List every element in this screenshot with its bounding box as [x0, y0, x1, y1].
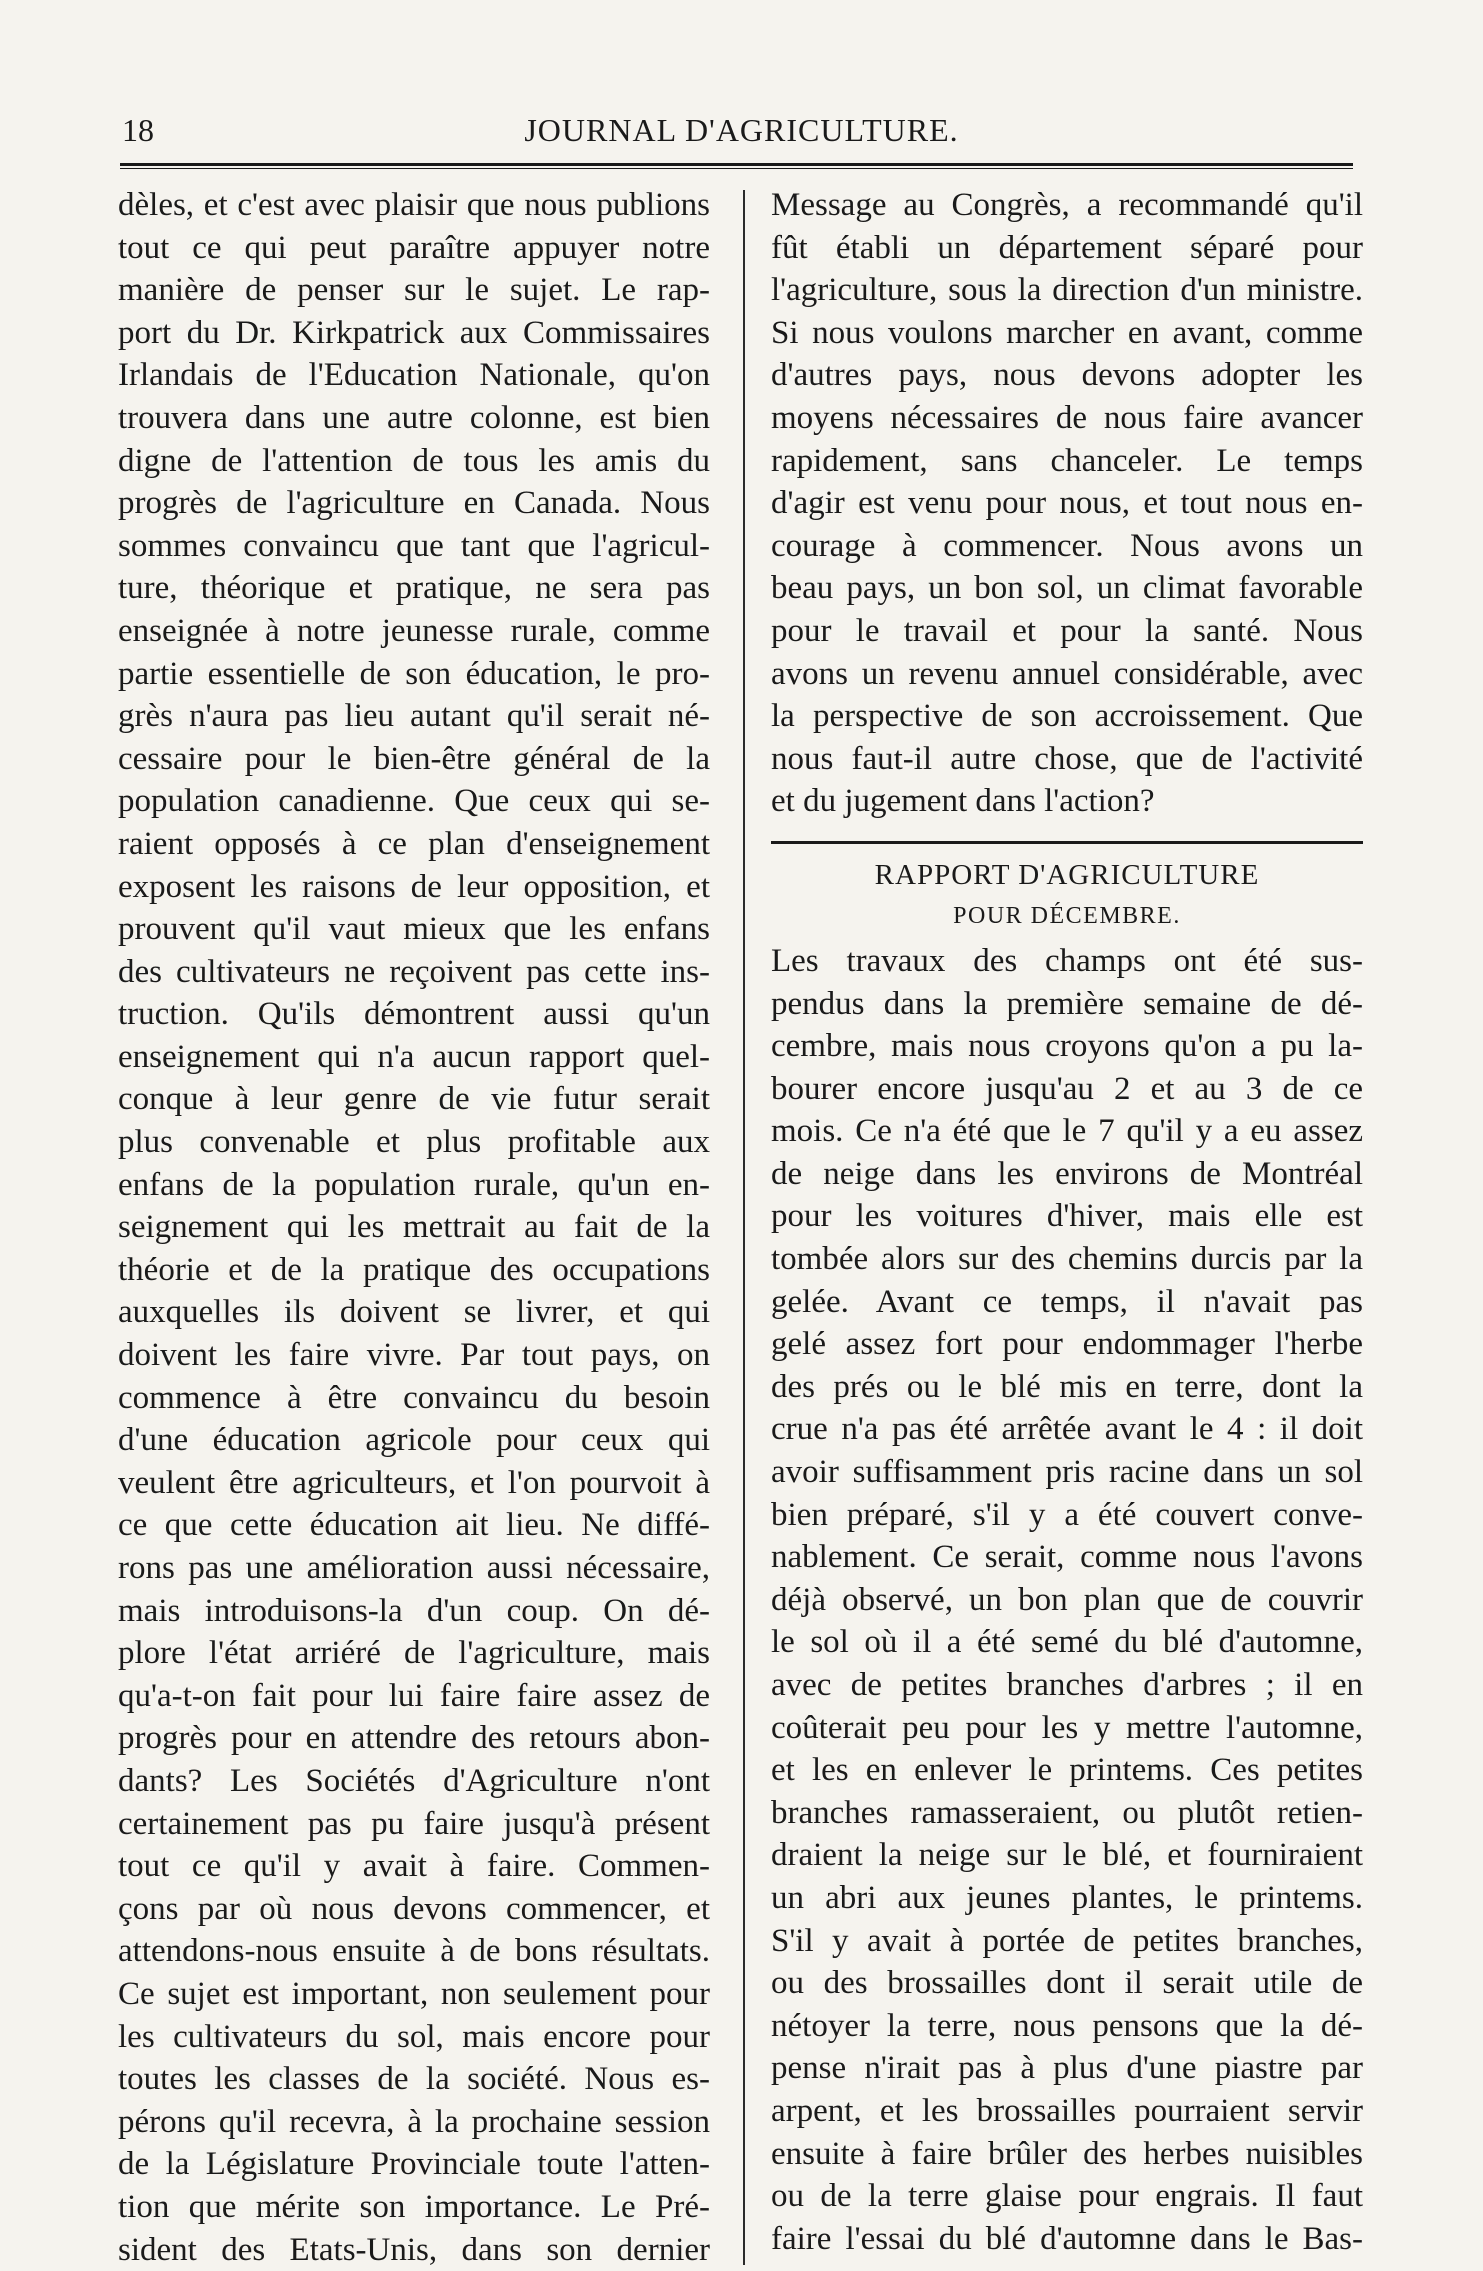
text-line: des prés ou le blé mis en terre, dont la — [771, 1368, 1363, 1405]
text-line: déjà observé, un bon plan que de couvrir — [771, 1581, 1363, 1618]
text-line: bourer encore jusqu'au 2 et au 3 de ce — [771, 1070, 1363, 1107]
running-head: JOURNAL D'AGRICULTURE. — [524, 112, 959, 148]
text-line: port du Dr. Kirkpatrick aux Commissaires — [118, 314, 710, 351]
text-line: tout ce qui peut paraître appuyer notre — [118, 229, 710, 266]
text-line: draient la neige sur le blé, et fourniraient — [771, 1837, 1363, 1874]
text-line: des cultivateurs ne reçoivent pas cette ins- — [118, 953, 710, 990]
text-line: la perspective de son accroissement. Que — [771, 698, 1363, 735]
text-line: l'agriculture, sous la direction d'un ministre. — [771, 272, 1363, 309]
page-number: 18 — [122, 112, 154, 148]
text-line: courage à commencer. Nous avons un — [771, 527, 1363, 564]
text-line: grès n'aura pas lieu autant qu'il serait né- — [118, 698, 710, 735]
text-line: prouvent qu'il vaut mieux que les enfans — [118, 911, 710, 948]
text-line: sommes convaincu que tant que l'agricul- — [118, 527, 710, 564]
text-line: ce que cette éducation ait lieu. Ne diffé- — [118, 1507, 710, 1544]
text-line: Irlandais de l'Education Nationale, qu'on — [118, 357, 710, 394]
text-line: arpent, et les brossailles pourraient servir — [771, 2092, 1363, 2129]
text-line: partie essentielle de son éducation, le pro- — [118, 655, 710, 692]
text-line: dants? Les Sociétés d'Agriculture n'ont — [118, 1762, 710, 1799]
text-line: un abri aux jeunes plantes, le printems. — [771, 1879, 1363, 1916]
text-line: d'autres pays, nous devons adopter les — [771, 357, 1363, 394]
text-line: plus convenable et plus profitable aux — [118, 1124, 710, 1161]
text-line: veulent être agriculteurs, et l'on pourvoit à — [118, 1464, 710, 1501]
text-line: ensuite à faire brûler des herbes nuisibles — [771, 2135, 1363, 2172]
text-line: doivent les faire vivre. Par tout pays, on — [118, 1337, 710, 1374]
text-line: auxquelles ils doivent se livrer, et qui — [118, 1294, 710, 1331]
text-line: ou de la terre glaise pour engrais. Il faut — [771, 2178, 1363, 2215]
text-line: ture, théorique et pratique, ne sera pas — [118, 570, 710, 607]
text-line: S'il y avait à portée de petites branches, — [771, 1922, 1363, 1959]
left-column — [118, 184, 710, 2271]
text-line: seignement qui les mettrait au fait de la — [118, 1209, 710, 1246]
text-line: enfans de la population rurale, qu'un en- — [118, 1166, 710, 1203]
text-line: digne de l'attention de tous les amis du — [118, 442, 710, 479]
text-line: progrès pour en attendre des retours abon- — [118, 1720, 710, 1757]
text-line: beau pays, un bon sol, un climat favorable — [771, 570, 1363, 607]
text-line: avoir suffisamment pris racine dans un sol — [771, 1454, 1363, 1491]
right-column — [771, 184, 1363, 2260]
text-line: pour les voitures d'hiver, mais elle est — [771, 1198, 1363, 1235]
text-line: Ce sujet est important, non seulement pour — [118, 1975, 710, 2012]
text-line: de neige dans les environs de Montréal — [771, 1155, 1363, 1192]
text-line: cembre, mais nous croyons qu'on a pu la- — [771, 1028, 1363, 1065]
text-line: mois. Ce n'a été que le 7 qu'il y a eu assez — [771, 1113, 1363, 1150]
text-line: truction. Qu'ils démontrent aussi qu'un — [118, 996, 710, 1033]
section-rule — [771, 841, 1363, 844]
text-line: nablement. Ce serait, comme nous l'avons — [771, 1539, 1363, 1576]
text-line: toutes les classes de la société. Nous es- — [118, 2061, 710, 2098]
text-line: rons pas une amélioration aussi nécessaire, — [118, 1550, 710, 1586]
text-line: d'une éducation agricole pour ceux qui — [118, 1422, 710, 1459]
text-line: branches ramasseraient, ou plutôt retien- — [771, 1794, 1363, 1831]
text-line: population canadienne. Que ceux qui se- — [118, 783, 710, 820]
text-line: certainement pas pu faire jusqu'à présent — [118, 1805, 710, 1842]
text-line: crue n'a pas été arrêtée avant le 4 : il doit — [771, 1411, 1363, 1448]
text-line: pour le travail et pour la santé. Nous — [771, 612, 1363, 649]
text-line: exposent les raisons de leur opposition, et — [118, 868, 710, 905]
text-line: ou des brossailles dont il serait utile de — [771, 1965, 1363, 2002]
text-line: commence à être convaincu du besoin — [118, 1379, 710, 1416]
text-line: rapidement, sans chanceler. Le temps — [771, 442, 1363, 479]
text-line: nétoyer la terre, nous pensons que la dé- — [771, 2007, 1363, 2044]
text-line: et les en enlever le printems. Ces petites — [771, 1752, 1363, 1789]
text-line: Si nous voulons marcher en avant, comme — [771, 314, 1363, 351]
page-header — [0, 102, 1483, 162]
text-line: théorie et de la pratique des occupations — [118, 1251, 710, 1288]
header-rule — [120, 163, 1353, 166]
text-line: plore l'état arriéré de l'agriculture, mais — [118, 1635, 710, 1672]
text-line: de la Législature Provinciale toute l'atten- — [118, 2146, 710, 2183]
text-line: qu'a-t-on fait pour lui faire faire assez de — [118, 1677, 710, 1714]
text-line: et du jugement dans l'action? — [771, 783, 1155, 820]
text-line: dèles, et c'est avec plaisir que nous publions — [118, 187, 710, 223]
text-line: sident des Etats-Unis, dans son dernier — [118, 2231, 710, 2268]
text-line: bien préparé, s'il y a été couvert conve- — [771, 1496, 1363, 1533]
text-line: nous faut-il autre chose, que de l'activité — [771, 740, 1363, 777]
header-rule-thin — [120, 168, 1353, 169]
text-line: trouvera dans une autre colonne, est bien — [118, 399, 710, 436]
text-line: conque à leur genre de vie futur serait — [118, 1081, 710, 1118]
text-line: çons par où nous devons commencer, et — [118, 1890, 710, 1927]
section-title: RAPPORT D'AGRICULTURE — [874, 858, 1260, 891]
text-line: coûterait peu pour les y mettre l'automne, — [771, 1709, 1363, 1746]
section-subtitle: POUR DÉCEMBRE. — [953, 902, 1181, 929]
text-line: attendons-nous ensuite à de bons résultats. — [118, 1933, 710, 1970]
column-divider — [743, 190, 745, 2265]
text-line: enseignement qui n'a aucun rapport quel- — [118, 1038, 710, 1075]
right-column-intro — [771, 184, 1363, 823]
text-line: d'agir est venu pour nous, et tout nous en- — [771, 485, 1363, 522]
text-line: gelée. Avant ce temps, il n'avait pas — [771, 1283, 1363, 1320]
text-line: tion que mérite son importance. Le Pré- — [118, 2188, 710, 2225]
text-line: manière de penser sur le sujet. Le rap- — [118, 272, 710, 309]
text-line: raient opposés à ce plan d'enseignement — [118, 825, 710, 862]
text-line: mais introduisons-la d'un coup. On dé- — [118, 1592, 710, 1629]
text-line: enseignée à notre jeunesse rurale, comme — [118, 612, 710, 649]
text-line: tombée alors sur des chemins durcis par la — [771, 1241, 1363, 1278]
text-line: faire l'essai du blé d'automne dans le Bas- — [771, 2220, 1363, 2257]
text-line: avons un revenu annuel considérable, avec — [771, 655, 1363, 692]
text-line: tout ce qu'il y avait à faire. Commen- — [118, 1848, 710, 1885]
text-line: pendus dans la première semaine de dé- — [771, 985, 1363, 1022]
right-column-report — [771, 940, 1363, 2260]
text-line: Les travaux des champs ont été sus- — [771, 942, 1363, 979]
text-line: Message au Congrès, a recommandé qu'il — [771, 187, 1363, 223]
text-line: gelé assez fort pour endommager l'herbe — [771, 1326, 1363, 1363]
text-line: le sol où il a été semé du blé d'automne, — [771, 1624, 1363, 1661]
text-line: moyens nécessaires de nous faire avancer — [771, 399, 1363, 436]
text-line: fût établi un département séparé pour — [771, 229, 1363, 266]
text-line: cessaire pour le bien-être général de la — [118, 740, 710, 777]
text-line: les cultivateurs du sol, mais encore pour — [118, 2018, 710, 2055]
text-line: avec de petites branches d'arbres ; il en — [771, 1667, 1363, 1703]
text-line: pérons qu'il recevra, à la prochaine session — [118, 2103, 710, 2140]
text-line: pense n'irait pas à plus d'une piastre par — [771, 2050, 1363, 2087]
text-line: progrès de l'agriculture en Canada. Nous — [118, 485, 710, 522]
